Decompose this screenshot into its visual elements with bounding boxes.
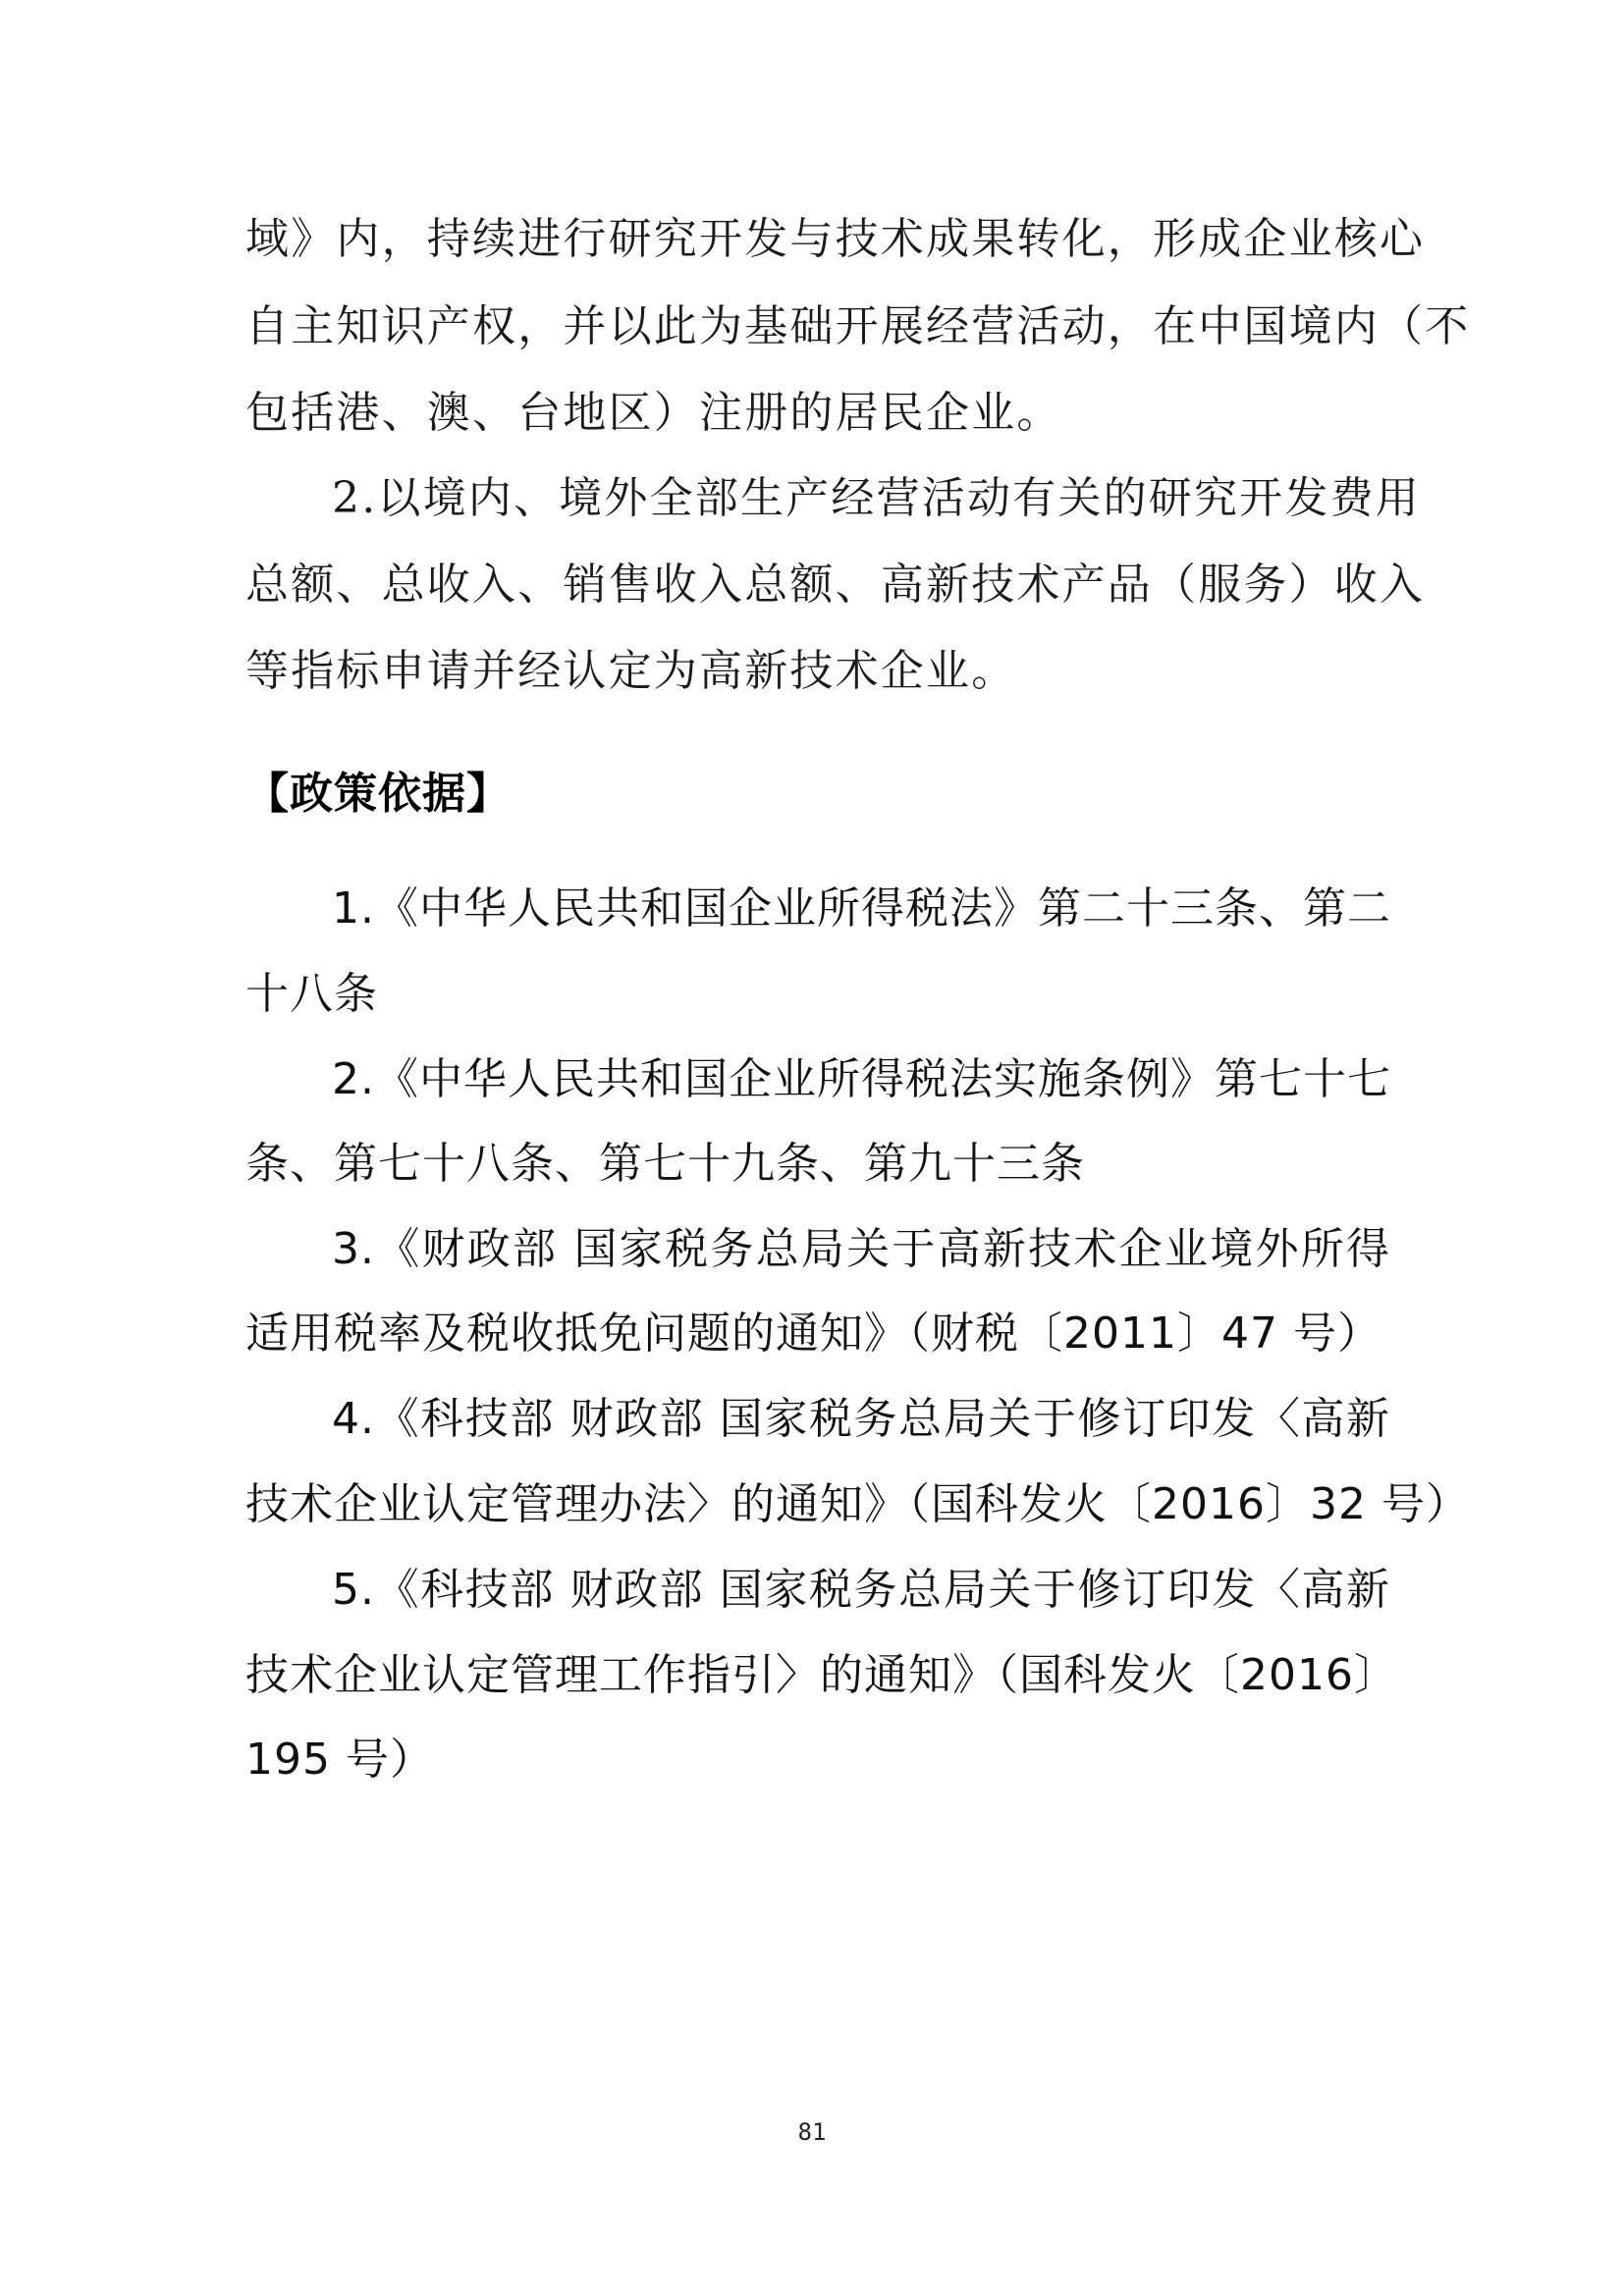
policy-item-3-line-2: 适用税率及税收抵免问题的通知》（财税〔2011〕47 号）: [245, 1308, 1381, 1359]
intro-line-2: 自主知识产权，并以此为基础开展经营活动，在中国境内（不: [245, 301, 1471, 351]
policy-item-1-line-1: 1.《中华人民共和国企业所得税法》第二十三条、第二: [332, 883, 1391, 934]
policy-item-5-line-3: 195 号）: [245, 1735, 434, 1785]
policy-item-1-line-2: 十八条: [245, 969, 378, 1019]
policy-item-4-line-2: 技术企业认定管理办法〉的通知》（国科发火〔2016〕32 号）: [245, 1479, 1470, 1529]
policy-item-2-line-1: 2.《中华人民共和国企业所得税法实施条例》第七十七: [332, 1054, 1391, 1104]
condition-2-line-2: 总额、总收入、销售收入总额、高新技术产品（服务）收入: [245, 560, 1426, 610]
policy-item-2-line-2: 条、第七十八条、第七十九条、第九十三条: [245, 1139, 1085, 1189]
policy-item-5-line-2: 技术企业认定管理工作指引〉的通知》（国科发火〔2016〕: [245, 1650, 1398, 1700]
policy-item-3-line-1: 3.《财政部 国家税务总局关于高新技术企业境外所得: [332, 1224, 1390, 1274]
policy-item-5-line-1: 5.《科技部 财政部 国家税务总局关于修订印发〈高新: [332, 1565, 1390, 1615]
policy-item-4-line-1: 4.《科技部 财政部 国家税务总局关于修订印发〈高新: [332, 1394, 1390, 1444]
condition-2-line-1: 2.以境内、境外全部生产经营活动有关的研究开发费用: [332, 473, 1421, 523]
section-heading: 【政策依据】: [245, 769, 511, 819]
intro-line-3: 包括港、澳、台地区）注册的居民企业。: [245, 388, 1062, 438]
condition-2-line-3: 等指标申请并经认定为高新技术企业。: [245, 646, 1017, 696]
intro-line-1: 域》内，持续进行研究开发与技术成果转化，形成企业核心: [245, 214, 1426, 264]
page-number: 81: [797, 2118, 827, 2146]
